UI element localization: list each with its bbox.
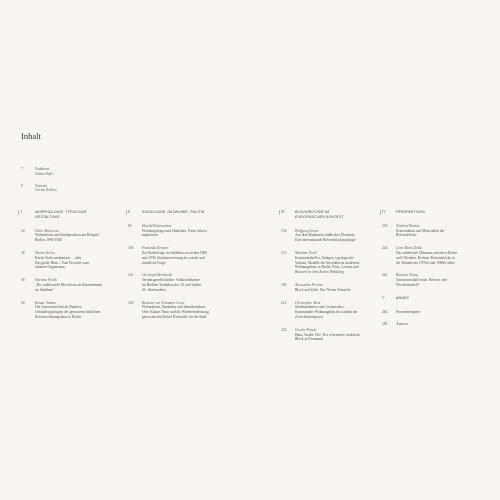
- section-title: PERSPEKTIVEN: [396, 210, 425, 214]
- section-number: I: [21, 210, 23, 214]
- entry-title: Brussel vor dem Ersten Weltkrieg: [295, 270, 344, 275]
- entry-title: Reformblöcke: [396, 233, 417, 238]
- page-number: 116: [128, 273, 134, 278]
- entry-title: Kommunaler Wohnungsbau im London der: [295, 310, 358, 315]
- toc-column: [21, 210, 121, 328]
- entry-title: Orte: Klause Natur und die Wiederentdeckung: [142, 310, 209, 315]
- toc-entry: [382, 246, 482, 265]
- entry-title: Wohnungsfrage und Städtebau. Form follows: [142, 228, 208, 233]
- entry-author: Lena Maria Zoldo: [396, 246, 423, 251]
- page-number: 128: [128, 300, 134, 305]
- page-number: 68: [21, 300, 25, 305]
- column-divider: [18, 210, 19, 215]
- toc-entry: [382, 310, 482, 315]
- page-title: Inhalt: [21, 131, 41, 141]
- entry-title: Gebäudetypologien des genossenschaftlichen: [35, 310, 101, 315]
- page-number: 262: [382, 273, 388, 278]
- toc-entry: [382, 322, 482, 327]
- entry-title: Varianz, Modelle des Inwohnheits modernen: [295, 260, 360, 265]
- section-heading: [128, 210, 228, 215]
- entry-title: Berlins 1890-1940: [35, 238, 62, 243]
- entry-title: Küche Stube undmeister ... oder: [35, 255, 82, 260]
- toc-entry: [21, 301, 121, 320]
- entry-title: und Offenheit. Berliner Reformblöcke in: [396, 255, 455, 260]
- entry-author: Renate Amann: [35, 300, 56, 305]
- section-title: EUROPÄISCHEN KONTEXT: [295, 214, 344, 219]
- entry-title: regulations: [142, 233, 158, 238]
- page-number: 86: [128, 223, 132, 228]
- entry-title: Wohnreform, Baukultur und identifizierbare: [142, 305, 206, 310]
- section-heading: [382, 210, 482, 215]
- toc-entry: [382, 224, 482, 238]
- section-title: MORPHOLOGIE, TYPOLOGIE: [35, 210, 87, 214]
- entry-title: Vorwort: [35, 183, 47, 188]
- entry-author: Franziska Kramer: [142, 246, 169, 251]
- section-title: ANNEX: [396, 295, 409, 300]
- page-number: 236: [382, 223, 388, 228]
- entry-title: urbanen Organismus: [35, 265, 65, 270]
- toc-entry: [382, 273, 482, 287]
- entry-author: Christopher Metz: [295, 300, 321, 305]
- page-number: 232: [281, 327, 287, 332]
- entry-author: Winfried Brenne: [396, 223, 420, 228]
- page-number: 285: [382, 322, 388, 327]
- toc-subsection: [382, 296, 482, 327]
- entry-title: Aus dem Baukasten städtischer Elemente.: [295, 233, 356, 238]
- page-number: 244: [382, 246, 388, 251]
- entry-title: Terrainsgesellschaften: Schlüsselakteure: [142, 278, 201, 283]
- toc-entry: [281, 283, 381, 293]
- entry-author: Wolfgang Sonne: [295, 228, 319, 233]
- entry-title: Eine internationale Reformblocktypologie: [295, 238, 356, 243]
- section-heading: [281, 210, 381, 220]
- toc-entry: [21, 251, 121, 270]
- entry-title: Block und Zeile. Die Wiener Versuche: [295, 287, 351, 292]
- entry-author: Barbara von Neumann-Cosel: [142, 300, 185, 305]
- entry-author: Alessandro Porotto: [295, 282, 323, 287]
- toc-entry: [281, 328, 381, 342]
- entry-title: im Stadtbau“: [35, 287, 54, 292]
- page-number: 282: [382, 309, 388, 314]
- toc-entry: [128, 246, 228, 265]
- entry-author: Gernot Zolliew: [35, 188, 57, 193]
- entry-author: Tobias Nöfer: [35, 171, 54, 176]
- entry-author: Martin Kreiss: [35, 250, 55, 255]
- section-heading: [382, 296, 482, 301]
- entry-author: Barbara König: [396, 273, 418, 278]
- entry-title: Reformwohnungsbaus in Berlin: [35, 314, 81, 319]
- entry-title: Nischenmodell?: [396, 282, 420, 287]
- toc-column: [128, 210, 228, 328]
- entry-title: Kontinentalzeller, Anlagen, typologische: [295, 255, 354, 260]
- entry-title: Autoren: [396, 322, 408, 327]
- page-number: 58: [21, 278, 25, 283]
- toc-entry: [21, 229, 121, 243]
- entry-author: Gesche Fenske: [295, 327, 317, 332]
- entry-title: Grußwort: [35, 167, 49, 171]
- entry-author: Silvio Malcovati: [35, 228, 59, 233]
- page-number: 214: [281, 300, 287, 305]
- page-number: 172: [281, 250, 287, 255]
- section-number: IV: [382, 210, 386, 214]
- entry-title: räumliche Frage: [142, 260, 166, 265]
- entry-title: Haus, Straße, Hof. Der reformierte städtische: [295, 332, 361, 337]
- entry-title: genossenschaftlicher Potenziale für die Stadt: [142, 314, 207, 319]
- toc-column: [281, 210, 381, 350]
- entry-title: Zwischenkriegszeit: [295, 314, 323, 319]
- section-number: II: [128, 210, 131, 214]
- toc-entry: [21, 184, 221, 194]
- toc-column: [382, 210, 482, 335]
- toc-entry: [21, 278, 121, 292]
- entry-title: der Debatte der 1970er und 1980er Jahre: [396, 260, 455, 265]
- page-number: 156: [281, 228, 287, 233]
- column-divider: [126, 210, 127, 215]
- entry-title: 20. Jahrhunderts: [142, 287, 166, 292]
- page-number: 8: [21, 183, 23, 188]
- toc-entry: [281, 229, 381, 243]
- entry-title: Das anhaltende Dilemma zwischen Dichte: [396, 250, 458, 255]
- entry-title: Zur Bodenfrage im Städtebau zwischen 1880: [142, 250, 207, 255]
- intro-list: [21, 167, 221, 200]
- entry-title: und 1930, Studienerweitung als soziale und: [142, 255, 205, 260]
- entry-author: Matthias Noell: [295, 250, 317, 255]
- entry-title: Konstruktion und Materialität der: [396, 228, 445, 233]
- section-title: GESTALTUNG: [35, 214, 60, 219]
- page-number: 7: [21, 167, 23, 171]
- entry-title: „Die traditionelle Blockfront als Raumelement: [35, 282, 103, 287]
- page-number: 38: [21, 250, 25, 255]
- entry-title: Block in Dortmund: [295, 337, 323, 342]
- section-number: III: [281, 210, 285, 214]
- entry-title: Wohnungsbaus in Berlin, Paris, London und: [295, 265, 359, 270]
- page-number: 190: [281, 282, 287, 287]
- toc-entry: [128, 224, 228, 238]
- entry-title: Studienarbeiten statt Grenzrisikos.: [295, 305, 345, 310]
- toc-entry: [128, 301, 228, 320]
- entry-author: Hartmut Frank: [35, 278, 57, 283]
- toc-entry: [281, 251, 381, 275]
- section-heading: [21, 210, 121, 220]
- page-number: 100: [128, 246, 134, 251]
- entry-title: Das große Haus – Vom Etwaffer zum: [35, 260, 89, 265]
- toc-entry: [281, 301, 381, 320]
- entry-author: Christoph Bernhardt: [142, 273, 172, 278]
- entry-title: Wohnreform und Stadtgestaltan am Beispiel: [35, 233, 99, 238]
- entry-title: Personenregister: [396, 309, 420, 314]
- column-divider: [279, 210, 280, 215]
- toc-entry: [128, 273, 228, 292]
- entry-author: Harald Bodenschatz: [142, 223, 172, 228]
- section-title: BLOCKREFORM IM: [295, 210, 329, 214]
- section-number: V: [382, 295, 385, 300]
- page-number: 24: [21, 228, 25, 233]
- entry-title: Genossenschaft heute. Reform oder: [396, 278, 448, 283]
- entry-title: Die Genossenschaft als Bauherr:: [35, 305, 83, 310]
- section-title: SOZIOLOGIE, ÖKONOMIE, POLITIK: [142, 210, 205, 214]
- entry-title: im Berliner Städtebau des 19. und frühen: [142, 282, 202, 287]
- toc-entry: [21, 167, 221, 177]
